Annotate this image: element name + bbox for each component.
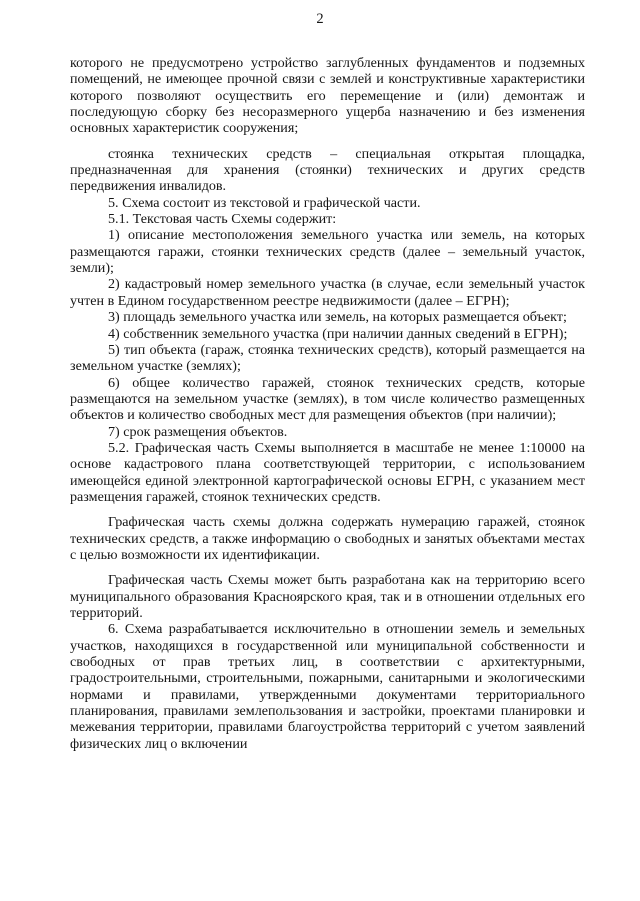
paragraph-6-scheme-scope: 6. Схема разрабатывается исключительно в отношении земель и земельных участков, находящихся в государственной или муниципальной собственности и свободных от прав третьих лиц, в соответствии с архитектурными, градостроительными, строительными, пожарными, санитарными и экологическими нормами и правилами, утвержденными документами территориального планирования, правилами землепользования и застройки, проектами планировки и межевания территории, правилами благоустройства территорий с учетом заявлений физических лиц о включении — [70, 621, 585, 752]
list-item-1-location: 1) описание местоположения земельного участка или земель, на которых размещаются гаражи, стоянки технических средств (далее – земельный участок, земли); — [70, 227, 585, 277]
document-body — [70, 55, 585, 752]
paragraph-parking-definition: стоянка технических средств – специальная открытая площадка, предназначенная для хранения (стоянки) технических и других средств передвижения инвалидов. — [70, 145, 585, 195]
list-item-4-owner: 4) собственник земельного участка (при наличии данных сведений в ЕГРН); — [108, 325, 568, 342]
list-item-5-object-type: 5) тип объекта (гараж, стоянка технических средств), который размещается на земельном участке (землях); — [70, 341, 585, 375]
list-item-6-total-count: 6) общее количество гаражей, стоянок технических средств, которые размещаются на земельном участке (землях), в том числе количество размещенных объектов и количество свободных мест для размещения объектов (при наличии); — [70, 374, 585, 424]
list-item-3-area: 3) площадь земельного участка или земель, на которых размещается объект; — [108, 309, 567, 326]
paragraph-5-2-graphic-part: 5.2. Графическая часть Схемы выполняется в масштабе не менее 1:10000 на основе кадастрового плана соответствующей территории, с использованием имеющейся единой электронной картографической основы ЕГРН, с указанием мест размещения гаражей, стоянок технических средств. — [70, 439, 585, 505]
page-number: 2 — [316, 11, 324, 27]
list-item-7-term: 7) срок размещения объектов. — [108, 423, 288, 440]
paragraph-graphic-territory: Графическая часть Схемы может быть разработана как на территорию всего муниципального образования Красноярского края, так и в отношении отдельных его территорий. — [70, 572, 585, 621]
paragraph-garage-definition-continued: которого не предусмотрено устройство заглубленных фундаментов и подземных помещений, не имеющее прочной связи с землей и конструктивные характеристики которого позволяют осуществить его перемещение и (или) демонтаж и последующую сборку без несоразмерного ущерба назначению и без изменения основных характеристик сооружения; — [70, 55, 585, 137]
paragraph-5-scheme-parts: 5. Схема состоит из текстовой и графической части. — [108, 194, 421, 211]
paragraph-5-1-text-part: 5.1. Текстовая часть Схемы содержит: — [108, 211, 337, 228]
list-item-2-cadastral-number: 2) кадастровый номер земельного участка (в случае, если земельный участок учтен в Едином государственном реестре недвижимости (далее – ЕГРН); — [70, 276, 585, 309]
paragraph-graphic-numbering: Графическая часть схемы должна содержать нумерацию гаражей, стоянок технических средств, а также информацию о свободных и занятых объектами местах с целью возможности их идентификации. — [70, 514, 585, 563]
